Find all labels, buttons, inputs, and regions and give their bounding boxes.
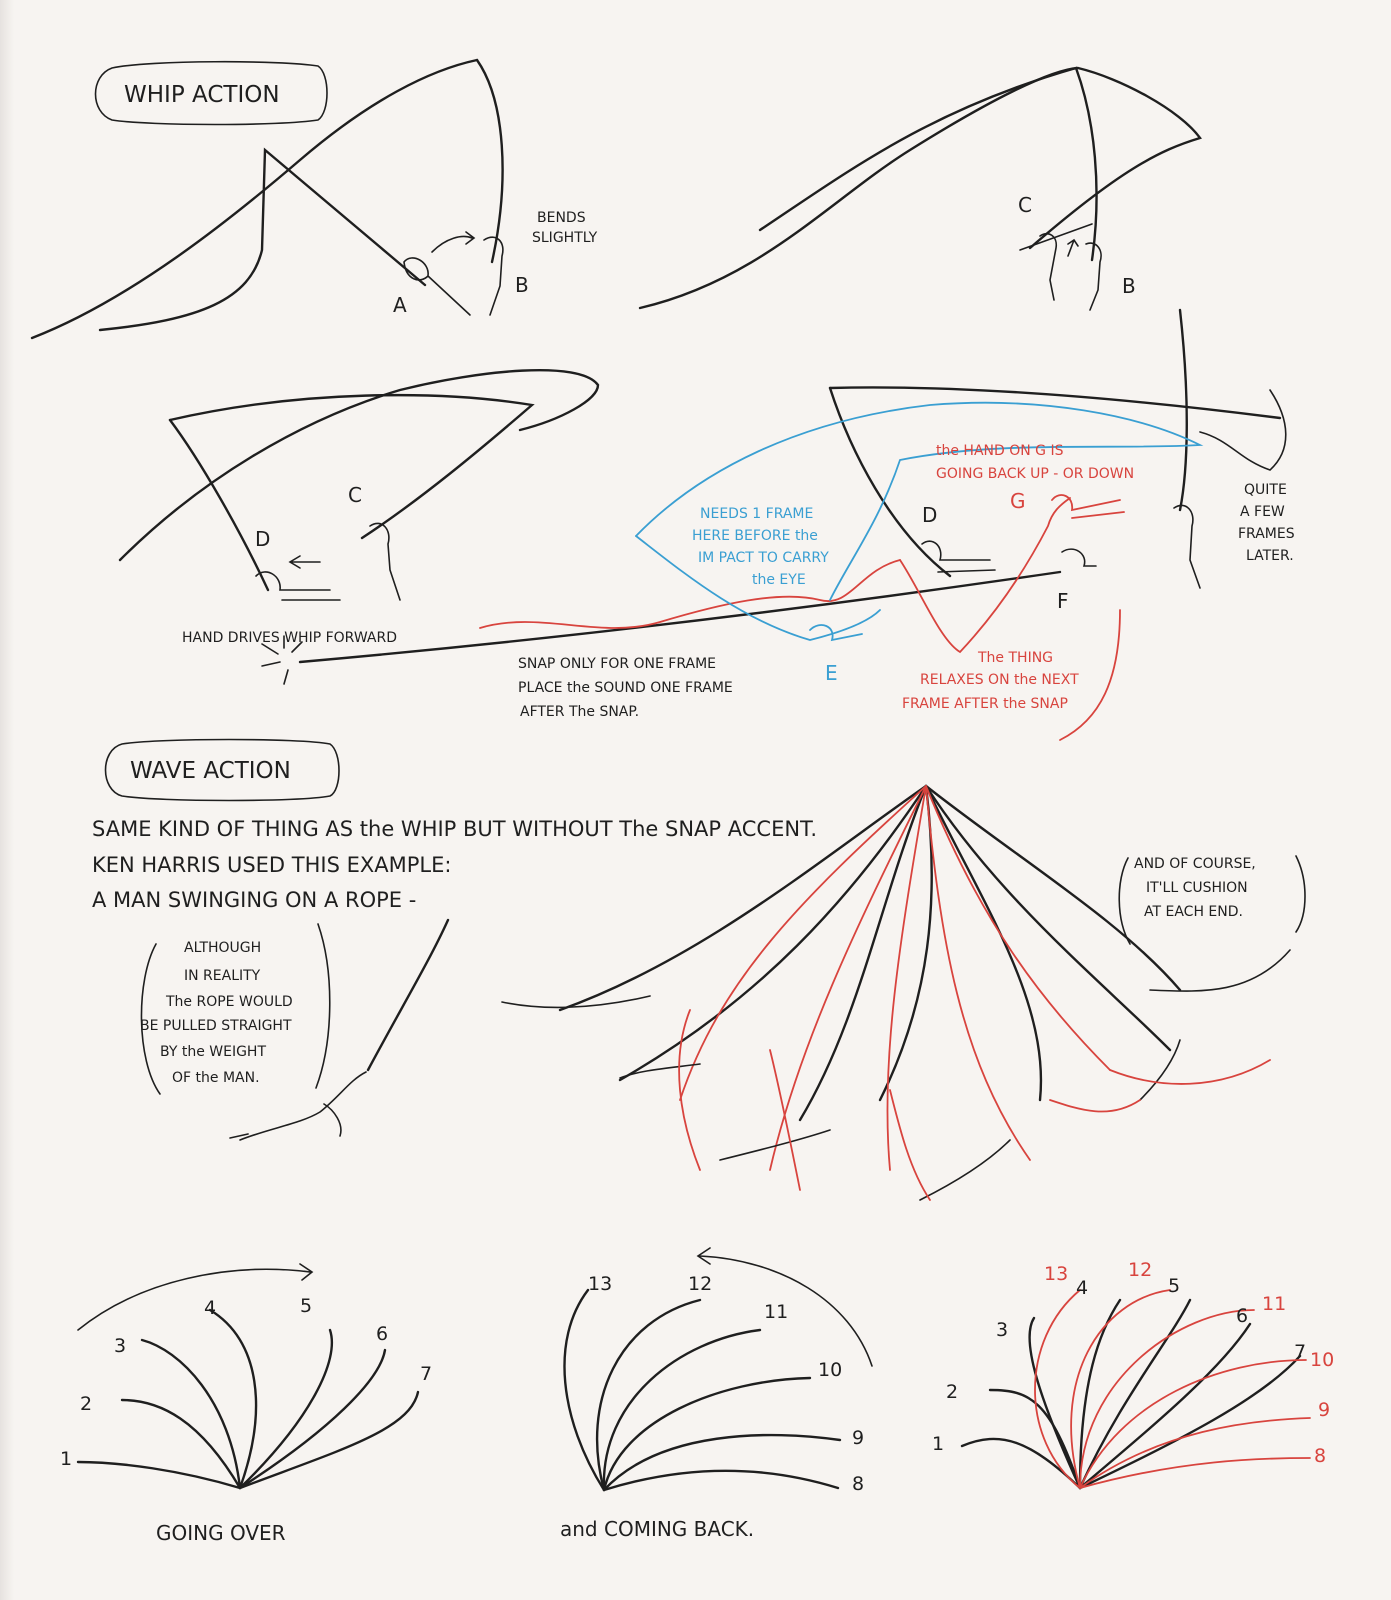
blue-note-line-2: HERE BEFORE the	[692, 528, 818, 544]
going-over-arrow	[78, 1264, 312, 1330]
whip-3-hand-d	[256, 572, 340, 600]
rope-7	[926, 786, 1180, 990]
combo-red-9	[1080, 1418, 1310, 1488]
back-num-12: 12	[688, 1273, 713, 1295]
red-note-top-line-2: GOING BACK UP - OR DOWN	[936, 466, 1135, 482]
red-note-bottom-line-3: FRAME AFTER the SNAP	[902, 696, 1068, 712]
combo-red-num-9: 9	[1318, 1399, 1331, 1421]
combined-arcs	[932, 1259, 1334, 1488]
arc-back-9	[604, 1435, 840, 1490]
whip-4-top-lash	[830, 387, 1280, 418]
whip-1-motion-arrow	[432, 232, 474, 252]
go-num-1: 1	[60, 1448, 73, 1470]
back-num-11: 11	[764, 1301, 789, 1323]
label-b-top: B	[1122, 274, 1136, 298]
blue-note-line-3: IM PACT TO CARRY	[698, 550, 829, 566]
although-line-3: The ROPE WOULD	[166, 994, 293, 1010]
arc-back-12	[597, 1300, 700, 1490]
blue-note-line-4: the EYE	[752, 572, 806, 588]
combo-red-8	[1080, 1458, 1310, 1488]
whip-1-position-a	[100, 150, 425, 330]
whip-drawing-4-snap	[262, 310, 1295, 740]
combo-red-num-12: 12	[1128, 1259, 1153, 1281]
whip-3-position-d	[170, 420, 271, 590]
label-d: D	[255, 527, 271, 551]
whip-3-position-c	[170, 395, 532, 538]
back-num-9: 9	[852, 1427, 865, 1449]
wave-action-header	[106, 740, 340, 801]
go-num-3: 3	[114, 1335, 127, 1357]
whip-4-hand-f	[1062, 549, 1096, 566]
bends-note-line-2: SLIGHTLY	[532, 230, 598, 246]
combo-red-num-13: 13	[1044, 1263, 1069, 1285]
swinging-figures-red	[679, 1010, 1270, 1200]
back-num-10: 10	[818, 1359, 843, 1381]
wave-intro-line-3: A MAN SWINGING ON A ROPE -	[92, 888, 417, 912]
coming-back-arcs	[560, 1248, 872, 1541]
label-c: C	[348, 483, 362, 507]
back-num-13: 13	[588, 1273, 613, 1295]
whip-2-position-b	[760, 68, 1097, 260]
quite-note-line-3: FRAMES	[1238, 526, 1295, 542]
bends-note-line-1: BENDS	[537, 210, 586, 226]
cushion-right-paren	[1296, 856, 1305, 932]
whip-drawing-1	[32, 60, 598, 338]
rope-red-3	[887, 786, 926, 1170]
go-num-4: 4	[204, 1297, 217, 1319]
label-f: F	[1057, 589, 1069, 613]
although-line-5: BY the WEIGHT	[160, 1044, 267, 1060]
whip-1-position-b	[477, 60, 503, 262]
combo-num-6: 6	[1236, 1305, 1249, 1327]
red-hand-g	[1052, 495, 1124, 518]
going-over-arcs	[60, 1264, 432, 1545]
whip-4-position-d	[830, 388, 950, 576]
whip-title: WHIP ACTION	[124, 82, 280, 108]
quite-note-line-1: QUITE	[1244, 482, 1287, 498]
whip-3-motion-arrow	[290, 556, 320, 568]
snap-note-line-1: SNAP ONLY FOR ONE FRAME	[518, 656, 717, 672]
arc-back-11	[604, 1330, 760, 1490]
rope-red-5	[926, 786, 1110, 1070]
combo-black-6	[1080, 1324, 1250, 1488]
cushion-line-1: AND OF COURSE,	[1134, 856, 1256, 872]
red-note-bottom-line-2: RELAXES ON the NEXT	[920, 672, 1079, 688]
whip-drawing-3	[120, 370, 598, 646]
label-a: A	[393, 293, 407, 317]
single-rope	[368, 920, 448, 1070]
rope-3	[800, 786, 926, 1120]
whip-4-hand-late	[1174, 505, 1200, 588]
coming-back-caption: and COMING BACK.	[560, 1517, 755, 1541]
rope-5	[926, 786, 1041, 1100]
whip-1-hand-a	[404, 258, 470, 315]
blue-note-line-1: NEEDS 1 FRAME	[700, 506, 814, 522]
combo-num-1: 1	[932, 1433, 945, 1455]
arc-over-7	[240, 1392, 418, 1488]
label-b: B	[515, 273, 529, 297]
cushion-left-paren	[1119, 858, 1130, 944]
label-g: G	[1010, 489, 1026, 513]
going-over-caption: GOING OVER	[156, 1521, 286, 1545]
whip-1-hand-b	[484, 237, 503, 315]
go-num-5: 5	[300, 1295, 313, 1317]
quite-note-line-2: A FEW	[1240, 504, 1285, 520]
rope-red-2	[770, 786, 926, 1170]
whip-2-lash-curve	[640, 68, 1200, 308]
rope-4	[880, 786, 932, 1100]
combo-num-5: 5	[1168, 1275, 1181, 1297]
whip-4-position-late	[1180, 310, 1187, 510]
wave-intro-line-1: SAME KIND OF THING AS the WHIP BUT WITHOUT The SNAP ACCENT.	[92, 817, 818, 841]
although-line-6: OF the MAN.	[172, 1070, 260, 1086]
go-num-7: 7	[420, 1363, 433, 1385]
whip-4-late-curl	[1200, 390, 1286, 470]
although-line-4: BE PULLED STRAIGHT	[140, 1018, 292, 1034]
back-num-8: 8	[852, 1473, 865, 1495]
arc-over-2	[122, 1400, 240, 1488]
wave-title: WAVE ACTION	[130, 758, 291, 784]
red-snap-wave	[480, 560, 900, 628]
arc-back-8	[604, 1471, 838, 1490]
rope-swing-fan	[502, 786, 1290, 1200]
red-note-bottom-line-1: The THING	[978, 650, 1054, 666]
go-num-2: 2	[80, 1393, 93, 1415]
whip-3-hand-c	[370, 523, 400, 600]
combo-num-3: 3	[996, 1319, 1009, 1341]
arc-over-1	[78, 1462, 240, 1488]
cushion-line-2: IT'LL CUSHION	[1146, 880, 1248, 896]
although-line-1: ALTHOUGH	[184, 940, 262, 956]
combo-num-2: 2	[946, 1381, 959, 1403]
whip-2-small-arrow	[1068, 240, 1078, 256]
combo-num-7: 7	[1294, 1341, 1307, 1363]
combo-num-4: 4	[1076, 1277, 1089, 1299]
snap-note-line-3: AFTER The SNAP.	[520, 704, 640, 720]
combo-red-num-8: 8	[1314, 1445, 1327, 1467]
hand-drives-note: HAND DRIVES WHIP FORWARD	[182, 630, 397, 646]
wave-intro-line-2: KEN HARRIS USED THIS EXAMPLE:	[92, 853, 452, 877]
whip-drawing-2	[640, 68, 1200, 310]
whip-3-long-lash	[120, 370, 598, 560]
although-right-paren	[316, 924, 330, 1088]
quite-note-line-4: LATER.	[1246, 548, 1294, 564]
snap-note-line-2: PLACE the SOUND ONE FRAME	[518, 680, 733, 696]
combo-red-12	[1071, 1290, 1170, 1488]
whip-2-hands	[1040, 234, 1101, 310]
whip-4-hand-d	[922, 541, 995, 572]
cushion-line-3: AT EACH END.	[1144, 904, 1243, 920]
label-d-snap: D	[922, 503, 938, 527]
combo-red-num-11: 11	[1262, 1293, 1287, 1315]
red-note-top-line-1: the HAND ON G IS	[936, 443, 1064, 459]
go-num-6: 6	[376, 1323, 389, 1345]
arc-over-4	[210, 1310, 256, 1488]
although-line-2: IN REALITY	[184, 968, 261, 984]
combo-red-num-10: 10	[1310, 1349, 1335, 1371]
rope-6	[926, 786, 1170, 1050]
rope-red-4	[926, 786, 1030, 1160]
whip-action-header	[96, 62, 328, 125]
label-e: E	[825, 661, 838, 685]
label-c-top: C	[1018, 193, 1032, 217]
arc-over-5	[240, 1330, 332, 1488]
